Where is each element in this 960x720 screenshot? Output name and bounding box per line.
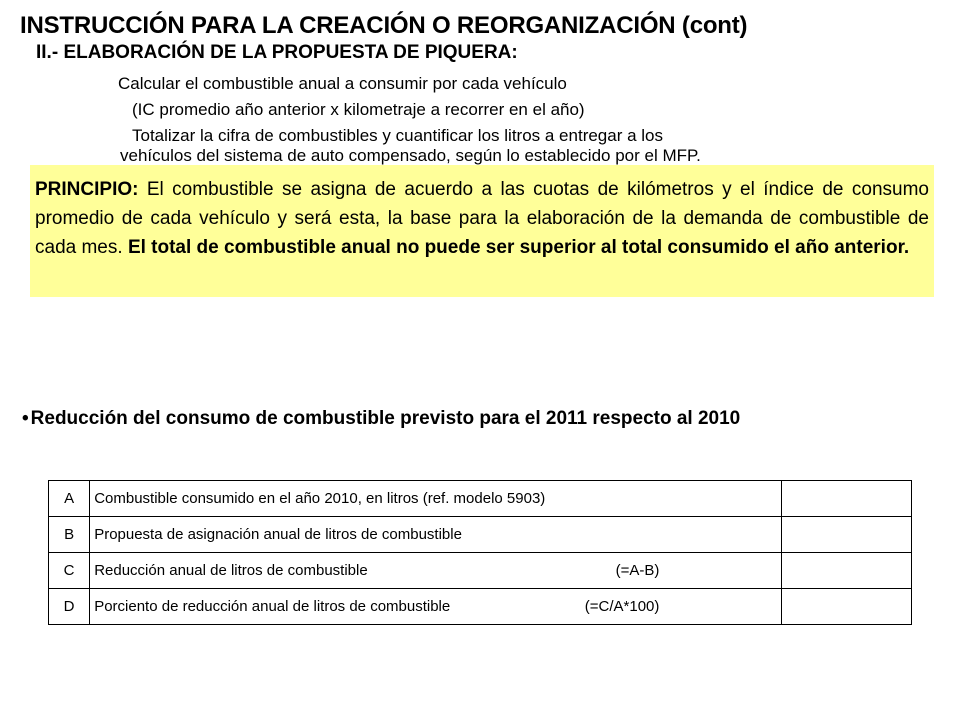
row-description-text: Reducción anual de litros de combustible [94,562,368,579]
row-description [90,517,782,553]
reduction-heading [22,408,740,430]
row-letter: A [49,481,90,517]
principle-label: PRINCIPIO: [35,179,139,200]
principle-text: El combustible se asigna de acuerdo a las cuotas de kilómetros y el índice de consumo promedio de cada vehículo y será esta, la base para la elaboración de la demanda de combustible de cada mes. [35,179,929,258]
instruction-line-4: vehículos del sistema de auto compensado, según lo establecido por el MFP. [120,146,701,165]
reduction-text: Reducción del consumo de combustible previsto para el 2011 respecto al 2010 [30,408,741,429]
row-value-cell[interactable] [782,553,912,589]
row-value-cell[interactable] [782,589,912,625]
row-letter: B [49,517,90,553]
row-letter: D [49,589,90,625]
row-description [90,553,782,589]
page-title: INSTRUCCIÓN PARA LA CREACIÓN O REORGANIZACIÓN (cont) [20,12,748,39]
instruction-line-1: Calcular el combustible anual a consumir por cada vehículo [118,74,567,93]
row-formula: (=C/A*100) [584,598,660,615]
principle-bold-text: El total de combustible anual no puede ser superior al total consumido el año anterior. [127,237,910,258]
instruction-line-3: Totalizar la cifra de combustibles y cuantificar los litros a entregar a los [132,126,664,145]
instruction-line-2: (IC promedio año anterior x kilometraje a recorrer en el año) [132,100,585,119]
row-value-cell[interactable] [782,517,912,553]
row-description-text: Porciento de reducción anual de litros de combustible [94,598,451,615]
table-row [49,553,912,589]
row-description [90,481,782,517]
table-row [49,517,912,553]
principle-box [30,165,934,297]
table-row [49,589,912,625]
row-description-text: Combustible consumido en el año 2010, en litros (ref. modelo 5903) [94,490,546,507]
row-formula: (=A-B) [615,562,660,579]
row-value-cell[interactable] [782,481,912,517]
bullet-icon: • [22,408,29,429]
row-description-text: Propuesta de asignación anual de litros de combustible [94,526,462,543]
row-letter: C [49,553,90,589]
fuel-reduction-table [48,480,912,625]
table-row [49,481,912,517]
section-subtitle: II.- ELABORACIÓN DE LA PROPUESTA DE PIQUERA: [36,42,518,63]
row-description [90,589,782,625]
